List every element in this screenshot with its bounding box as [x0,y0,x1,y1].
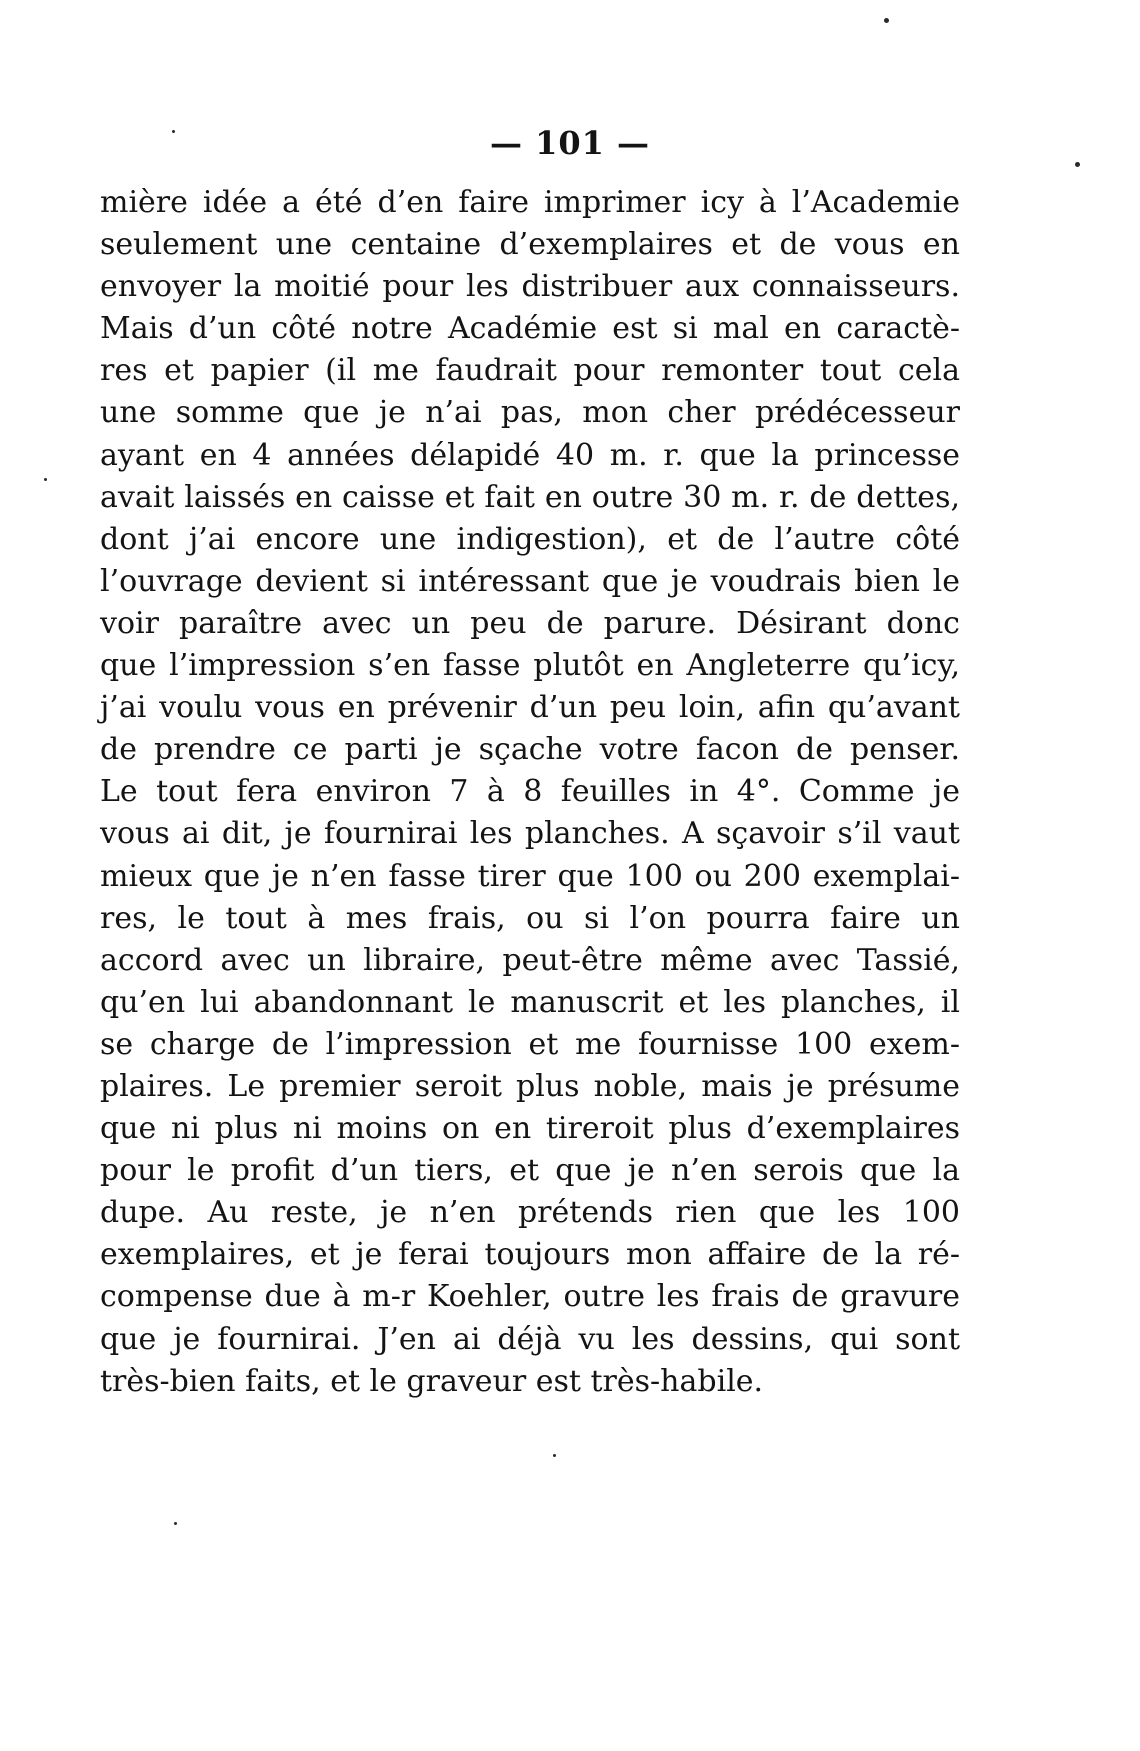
text-line: pour le profit d’un tiers, et que je n’en serois que la [100,1153,960,1189]
text-line: avait laissés en caisse et fait en outre 30 m. r. de dettes, [100,479,960,515]
text-line: ayant en 4 années délapidé 40 m. r. que la princesse [100,437,960,473]
text-line: qu’en lui abandonnant le manuscrit et les planches, il [100,984,960,1020]
text-line: compense due à m-r Koehler, outre les frais de gravure [100,1279,960,1315]
text-line: plaires. Le premier seroit plus noble, mais je présume [100,1068,960,1104]
text-line: Le tout fera environ 7 à 8 feuilles in 4°. Comme je [100,774,960,810]
scan-speck [884,18,889,23]
text-line: de prendre ce parti je sçache votre facon de penser. [100,732,960,768]
scan-speck [174,1522,177,1525]
scan-speck [172,130,175,133]
scan-speck [553,1454,556,1457]
text-line: mière idée a été d’en faire imprimer icy à l’Academie [100,185,960,220]
text-line: mieux que je n’en fasse tirer que 100 ou 200 exemplai- [100,858,960,894]
text-line: dont j’ai encore une indigestion), et de l’autre côté [100,521,960,557]
page-number: — 101 — [489,124,651,162]
text-line: exemplaires, et je ferai toujours mon affaire de la ré- [100,1237,960,1273]
text-line: res, le tout à mes frais, ou si l’on pourra faire un [100,900,960,936]
text-line: dupe. Au reste, je n’en prétends rien que les 100 [100,1195,960,1231]
scan-speck [44,478,47,481]
text-line: l’ouvrage devient si intéressant que je voudrais bien le [100,563,960,599]
text-line-last: très-bien faits, et le graveur est très-habile. [100,1363,764,1399]
text-line: Mais d’un côté notre Académie est si mal en caractè- [100,311,960,347]
text-line: que l’impression s’en fasse plutôt en Angleterre qu’icy, [100,648,960,684]
text-line: que je fournirai. J’en ai déjà vu les dessins, qui sont [100,1321,960,1357]
text-line: une somme que je n’ai pas, mon cher prédécesseur [100,395,960,431]
body-text [100,182,960,1403]
text-line: que ni plus ni moins on en tireroit plus d’exemplaires [100,1111,960,1147]
text-line: res et papier (il me faudrait pour remonter tout cela [100,353,960,389]
text-line: j’ai voulu vous en prévenir d’un peu loin, afin qu’avant [100,690,960,726]
text-line: seulement une centaine d’exemplaires et de vous en [100,227,960,263]
text-line: vous ai dit, je fournirai les planches. A sçavoir s’il vaut [100,816,960,852]
text-line: envoyer la moitié pour les distribuer aux connaisseurs. [100,269,960,305]
text-line: se charge de l’impression et me fournisse 100 exem- [100,1026,960,1062]
text-line: voir paraître avec un peu de parure. Désirant donc [100,605,960,641]
text-line: accord avec un libraire, peut-être même avec Tassié, [100,942,960,978]
scan-speck [1075,162,1080,167]
